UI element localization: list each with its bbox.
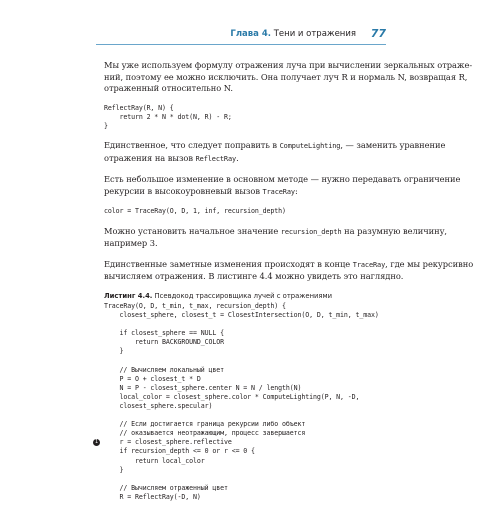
code-line: return BACKGROUND_COLOR: [104, 338, 224, 347]
intro-line: Мы уже используем формулу отражения луча при вычислении зеркальных отраже-: [104, 60, 473, 70]
header-rule: [96, 44, 386, 45]
text-line: Есть небольшое изменение в основном методе — нужно передавать ограничение: [104, 174, 461, 185]
listing-title: Псевдокод трассировщика лучей с отражениями: [154, 291, 333, 300]
intro-paragraph: [104, 60, 473, 95]
text-span: :: [294, 185, 298, 196]
text-span: Можно установить начальное значение: [104, 225, 281, 236]
running-title: [230, 29, 356, 39]
main-change-paragraph: [104, 174, 461, 198]
code-line: }: [104, 121, 108, 130]
code-line: }: [104, 465, 124, 474]
code-block-reflect: [104, 104, 386, 131]
code-line: N = P - closest_sphere.center N = N / length(N): [104, 383, 302, 392]
text-span: Единственные заметные изменения происходят в конце: [104, 258, 353, 269]
text-span: отражения на вызов: [104, 152, 196, 163]
text-line: [104, 225, 448, 239]
code-line: color = TraceRay(O, D, 1, inf, recursion_depth): [104, 207, 286, 216]
chapter-label: Глава 4.: [230, 29, 272, 39]
init-paragraph: [104, 225, 448, 250]
code-line: // Вычисляем отраженный цвет: [104, 483, 228, 492]
inline-code: TraceRay: [262, 187, 295, 196]
code-line: closest_sphere, closest_t = ClosestIntersection(O, D, t_min, t_max): [104, 311, 379, 319]
code-line: TraceRay(O, D, t_min, t_max, recursion_depth) {: [104, 301, 286, 310]
text-line: [104, 186, 386, 199]
inline-code: ComputeLighting: [279, 142, 341, 151]
intro-line: отраженный относительно N.: [104, 83, 234, 94]
listing-code: [94, 301, 386, 502]
change-paragraph: [104, 140, 446, 165]
code-line: [104, 320, 386, 329]
last-paragraph: [104, 258, 474, 283]
code-line: P = O + closest_t * D: [104, 374, 201, 383]
code-line: // оказывается неотражающим, процесс завершается: [104, 429, 306, 438]
code-line: ReflectRay(R, N) {: [104, 103, 174, 112]
listing-caption: [104, 292, 386, 300]
code-line: if closest_sphere == NULL {: [104, 329, 224, 338]
code-line: local_color = closest_sphere.color * ComputeLighting(P, N, -D,: [104, 392, 360, 401]
text-line: например 3.: [104, 238, 158, 249]
code-line: // Если достигается граница рекурсии либо объект: [104, 420, 306, 429]
inline-code: recursion_depth: [280, 227, 342, 236]
code-line: [94, 438, 386, 447]
inline-code: TraceRay: [352, 260, 386, 269]
listing-number: Листинг 4.4.: [104, 291, 153, 300]
page-number: 77: [370, 27, 386, 40]
intro-line: ний, поэтому ее можно исключить. Она получает луч R и нормаль N, возвращая R,: [104, 71, 468, 82]
text-span: рекурсии в высокоуровневый вызов: [104, 185, 263, 196]
code-line: if recursion_depth <= 0 or r <= 0 {: [104, 447, 255, 456]
text-line: [104, 258, 474, 272]
code-line: R = ReflectRay(-D, N): [104, 492, 201, 501]
inline-code: ReflectRay: [195, 154, 237, 163]
code-line: [104, 356, 386, 365]
code-line: }: [104, 347, 124, 356]
callout-marker-icon: 1: [94, 439, 99, 446]
code-line: [104, 475, 386, 484]
page-body: [94, 60, 474, 511]
text-span: , — заменить уравнение: [340, 140, 446, 151]
section-title: Тени и отражения: [273, 29, 356, 39]
text-line: [104, 153, 386, 166]
text-span: Единственное, что следует поправить в: [104, 140, 280, 151]
code-line: // Вычисляем локальный цвет: [104, 365, 224, 374]
code-block-color: [104, 207, 386, 216]
code-text: r = closest_sphere.reflective: [104, 438, 232, 447]
code-line: return 2 * N * dot(N, R) - R;: [104, 112, 232, 121]
page-header: [96, 28, 386, 44]
text-line: [104, 140, 446, 153]
text-span: на разумную величину,: [341, 225, 448, 236]
code-line: closest_sphere.specular): [104, 401, 213, 410]
text-span: .: [236, 152, 239, 163]
text-span: , где мы рекурсивно: [385, 258, 474, 269]
text-line: вычисляем отражения. В листинге 4.4 можно увидеть это наглядно.: [104, 271, 404, 282]
code-line: return local_color: [104, 456, 205, 465]
code-line: [104, 411, 386, 420]
